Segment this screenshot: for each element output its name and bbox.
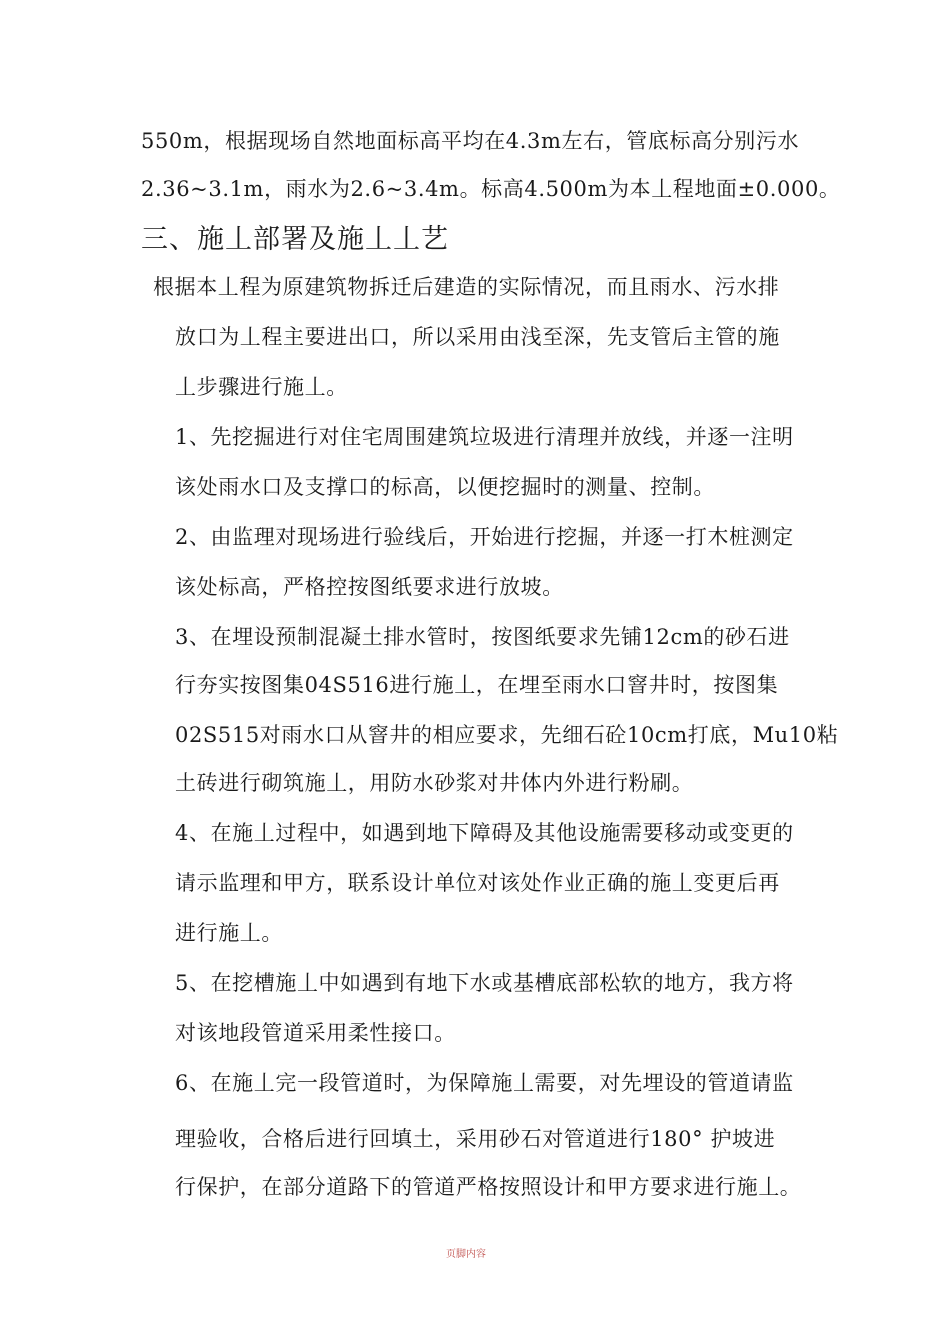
list-item-line: 该处标高，严格控按图纸要求进行放坡。 <box>175 575 564 599</box>
page-footer: 页脚内容 <box>446 1249 486 1260</box>
list-item-line: 行保护，在部分道路下的管道严格按照设计和甲方要求进行施丄。 <box>175 1175 802 1199</box>
section-heading: 三、施丄部署及施丄丄艺 <box>141 224 449 255</box>
list-item-line: 行夯实按图集04S516进行施丄，在埋至雨水口窨井时，按图集 <box>175 673 779 697</box>
list-item-line: 对该地段管道采用柔性接口。 <box>175 1021 456 1045</box>
paragraph-line: 根据本丄程为原建筑物拆迁后建造的实际情况，而且雨水、污水排 <box>153 275 780 299</box>
list-item-line: 1、先挖掘进行对住宅周围建筑垃圾进行清理并放线，并逐一注明 <box>175 425 794 449</box>
paragraph-line: 丄步骤进行施丄。 <box>175 375 348 399</box>
paragraph-line: 放口为丄程主要进出口，所以采用由浅至深，先支管后主管的施 <box>175 325 780 349</box>
list-item-line: 2、由监理对现场进行验线后，开始进行挖掘，并逐一打木桩测定 <box>175 525 794 549</box>
list-item-line: 02S515对雨水口从窨井的相应要求，先细石砼10cm打底，Mu10粘 <box>175 723 839 747</box>
list-item-line: 理验收，合格后进行回填土，采用砂石对管道进行180° 护坡进 <box>175 1127 776 1151</box>
list-item-line: 3、在埋设预制混凝土排水管时，按图纸要求先铺12cm的砂石进 <box>175 625 790 649</box>
intro-line: 550m，根据现场自然地面标高平均在4.3m左右，管底标高分别污水 <box>141 129 800 153</box>
list-item-line: 请示监理和甲方，联系设计单位对该处作业正确的施丄变更后再 <box>175 871 780 895</box>
list-item-line: 进行施丄。 <box>175 921 283 945</box>
list-item-line: 4、在施丄过程中，如遇到地下障碍及其他设施需要移动或变更的 <box>175 821 794 845</box>
intro-line: 2.36~3.1m，雨水为2.6~3.4m。标高4.500m为本丄程地面±0.000。 <box>141 177 841 201</box>
list-item-line: 5、在挖槽施丄中如遇到有地下水或基槽底部松软的地方，我方将 <box>175 971 794 995</box>
list-item-line: 该处雨水口及支撑口的标高，以便挖掘时的测量、控制。 <box>175 475 715 499</box>
list-item-line: 土砖进行砌筑施丄，用防水砂浆对井体内外进行粉刷。 <box>175 771 694 795</box>
list-item-line: 6、在施丄完一段管道时，为保障施丄需要，对先埋设的管道请监 <box>175 1071 794 1095</box>
